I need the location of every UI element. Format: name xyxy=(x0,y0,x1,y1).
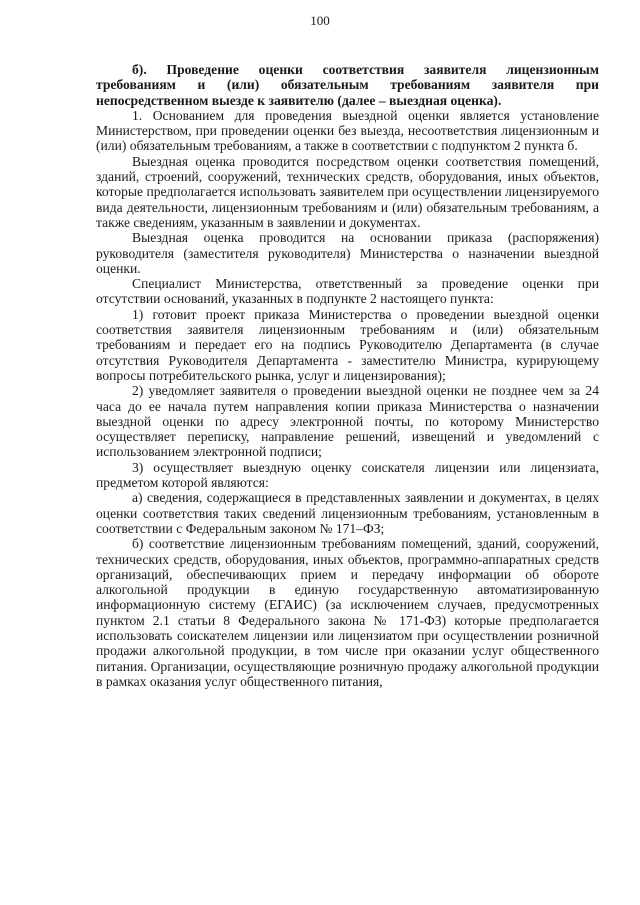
list-item-2: 2) уведомляет заявителя о проведении выездной оценки не позднее чем за 24 часа до ее начала путем направления копии приказа Министерства о назначении выездной оценки по адресу электронной почты, по которому Министерство осуществляет переписку, направление решений, извещений и уведомлений с использованием электронной подписи; xyxy=(96,383,599,460)
list-item-b: б) соответствие лицензионным требованиям помещений, зданий, сооружений, технических средств, оборудования, иных объектов, программно-аппаратных средств организаций, обеспечивающих прием и передачу информации об обороте алкогольной продукции в единую государственную автоматизированную информационную систему (ЕГАИС) (за исключением случаев, предусмотренных пунктом 2.1 статьи 8 Федерального закона № 171-ФЗ) которые предполагается использовать соискателем лицензии или лицензиатом при осуществлении розничной продажи алкогольной продукции, в том числе при оказании услуг общественного питания. Организации, осуществляющие розничную продажу алкогольной продукции в рамках оказания услуг общественного питания, xyxy=(96,536,599,689)
paragraph-specialist: Специалист Министерства, ответственный за проведение оценки при отсутствии оснований, указанных в подпункте 2 настоящего пункта: xyxy=(96,276,599,307)
list-item-1: 1) готовит проект приказа Министерства о проведении выездной оценки соответствия заявителя лицензионным требованиям и (или) обязательным требованиям и передает его на подпись Руководителю Департамента (в случае отсутствия Руководителя Департамента - заместителю Министра, курирующему вопросы потребительского рынка, услуг и лицензирования); xyxy=(96,306,599,383)
paragraph-order-basis: Выездная оценка проводится на основании приказа (распоряжения) руководителя (заместителя руководителя) Министерства о назначении выездной оценки. xyxy=(96,230,599,276)
document-body xyxy=(96,62,599,689)
page-number: 100 xyxy=(310,13,330,28)
list-item-3: 3) осуществляет выездную оценку соискателя лицензии или лицензиата, предметом которой являются: xyxy=(96,459,599,491)
paragraph-assessment-scope: Выездная оценка проводится посредством оценки соответствия помещений, зданий, строений, сооружений, технических средств, оборудования, иных объектов, которые предполагается использовать заявителем при осуществлении лицензируемого вида деятельности, лицензионным требованиям и (или) обязательным требованиям, а также сведениям, указанным в заявлении и документах. xyxy=(96,153,599,230)
list-item-a: а) сведения, содержащиеся в представленных заявлении и документах, в целях оценки соответствия таких сведений лицензионным требованиям, установленным в соответствии с Федеральным законом № 171–ФЗ; xyxy=(96,490,599,536)
paragraph-basis: 1. Основанием для проведения выездной оценки является установление Министерством, при проведении оценки без выезда, несоответствия лицензионным и (или) обязательным требованиям, а также в соответствии с подпунктом 2 пункта б. xyxy=(96,107,599,154)
section-heading: б). Проведение оценки соответствия заявителя лицензионным требованиям и (или) обязательным требованиям заявителя при непосредственном выезде к заявителю (далее – выездная оценка). xyxy=(96,62,599,108)
